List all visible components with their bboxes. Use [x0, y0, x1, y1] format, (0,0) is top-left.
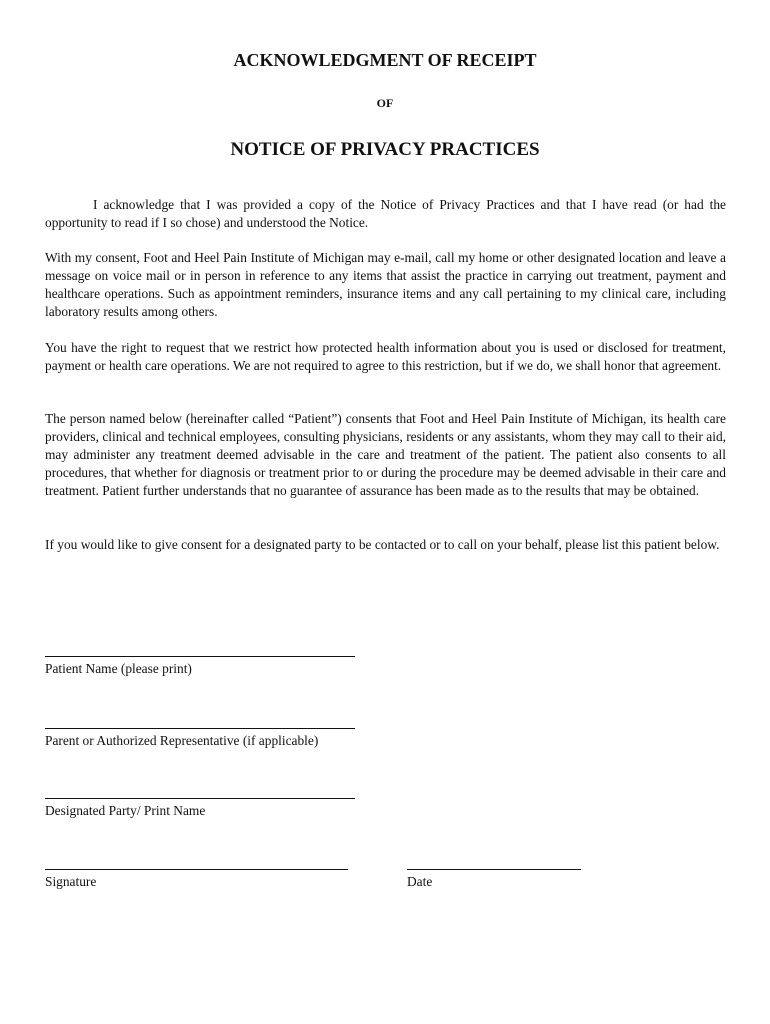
restriction-rights-paragraph: You have the right to request that we restrict how protected health information about you is used or disclosed for treatment, payment or health care operations. We are not required to agree to this restriction, but if we do, we shall honor that agreement. [45, 340, 726, 373]
signature-label: Signature [45, 874, 97, 889]
designated-party-line[interactable] [45, 798, 355, 799]
document-subtitle: NOTICE OF PRIVACY PRACTICES [230, 139, 540, 160]
patient-name-label: Patient Name (please print) [45, 661, 192, 676]
document-title: ACKNOWLEDGMENT OF RECEIPT [233, 50, 537, 70]
consent-contact-paragraph: With my consent, Foot and Heel Pain Institute of Michigan may e-mail, call my home or other designated location and leave a message on voice mail or in person in reference to any items that assist the practice in carrying out treatment, payment and healthcare operations. Such as appointment reminders, insurance items and any call pertaining to my clinical care, including laboratory results among others. [45, 250, 726, 319]
parent-representative-line[interactable] [45, 728, 355, 729]
acknowledgment-paragraph: I acknowledge that I was provided a copy of the Notice of Privacy Practices and that I have read (or had the opportunity to read if I so chose) and understood the Notice. [45, 197, 726, 230]
signature-line[interactable] [45, 869, 348, 870]
document-title-connector: OF [376, 96, 394, 110]
treatment-consent-paragraph: The person named below (hereinafter called “Patient”) consents that Foot and Heel Pain Institute of Michigan, its health care providers, clinical and technical employees, consulting physicians, residents or any assistants, whom they may call to their aid, may administer any treatment deemed advisable in the care and treatment of the patient. The patient also consents to all procedures, that whether for diagnosis or treatment prior to or during the procedure may be deemed advisable in their care and treatment. Patient further understands that no guarantee of assurance has been made as to the results that may be obtained. [45, 411, 726, 498]
patient-name-line[interactable] [45, 656, 355, 657]
designated-party-paragraph: If you would like to give consent for a designated party to be contacted or to call on your behalf, please list this patient below. [45, 537, 720, 552]
date-line[interactable] [407, 869, 581, 870]
designated-party-label: Designated Party/ Print Name [45, 803, 206, 818]
parent-representative-label: Parent or Authorized Representative (if applicable) [45, 733, 319, 748]
date-label: Date [407, 874, 433, 889]
